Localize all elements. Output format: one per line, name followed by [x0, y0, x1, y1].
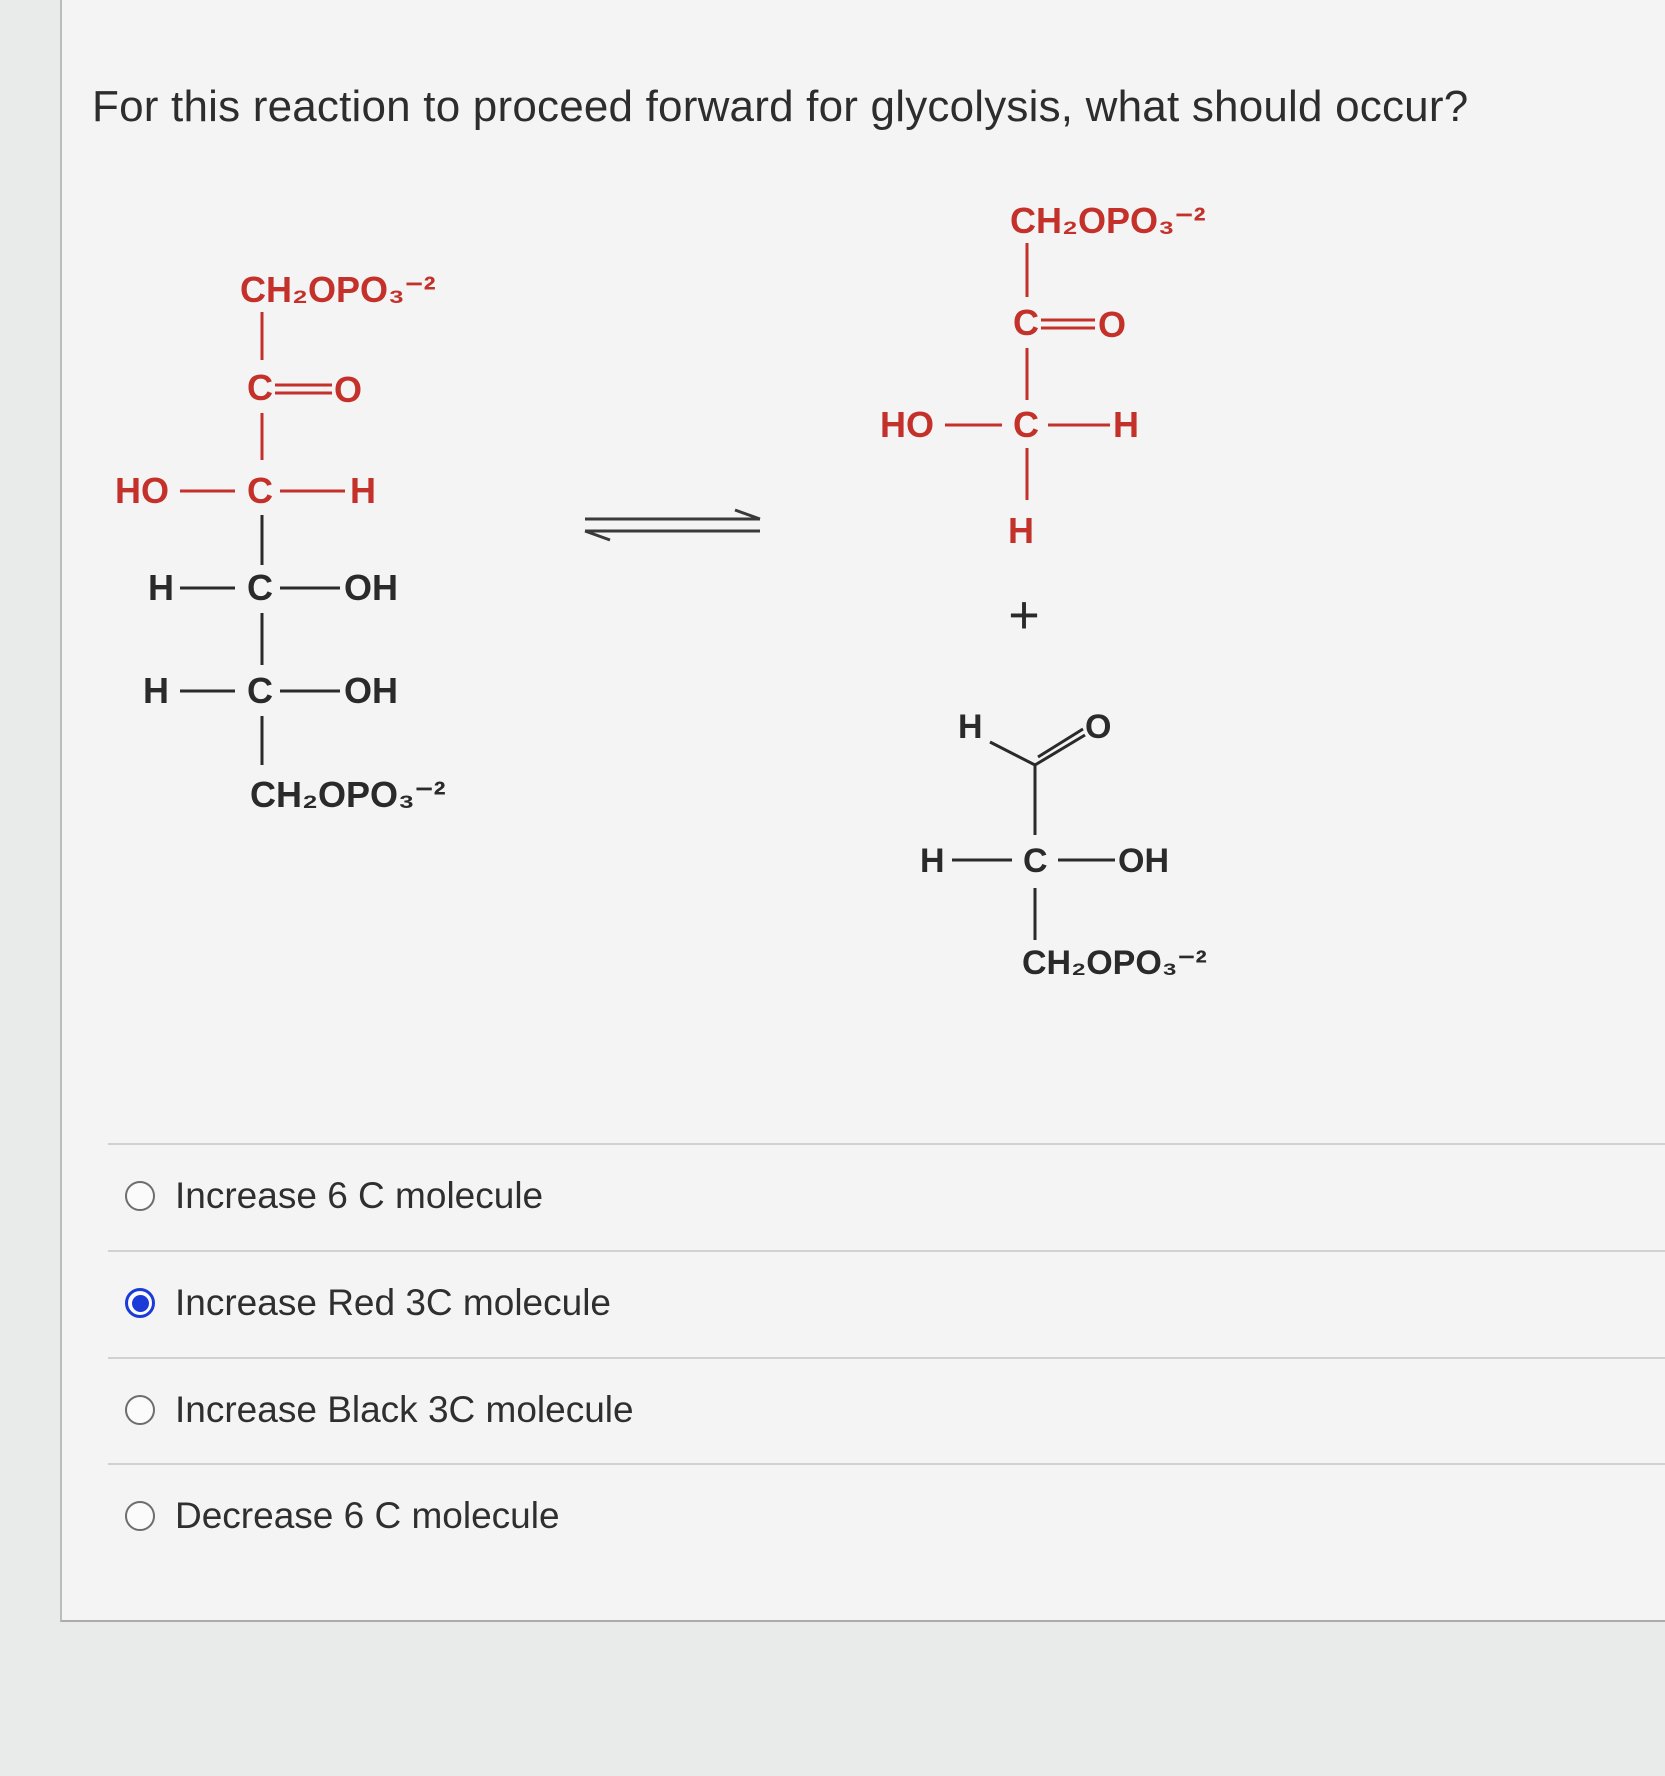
reactant-6c-molecule — [115, 269, 446, 815]
red-product-mid-c: C — [1013, 404, 1039, 445]
reactant-c4-left: H — [148, 567, 174, 608]
red-product-mid-left: HO — [880, 404, 934, 445]
plus-sign: + — [1008, 585, 1040, 645]
reactant-carbonyl-c: C — [247, 367, 273, 408]
red-product-bottom: H — [1008, 510, 1034, 551]
option-divider — [108, 1143, 1665, 1145]
product-black-3c-molecule — [920, 708, 1207, 982]
black-product-mid-right: OH — [1118, 842, 1169, 880]
reactant-bottom-group: CH₂OPO₃⁻² — [250, 774, 446, 815]
radio-button-selected[interactable] — [125, 1288, 155, 1318]
reactant-c4-c: C — [247, 567, 273, 608]
option-increase-black-3c[interactable] — [125, 1389, 634, 1431]
option-divider — [108, 1250, 1665, 1252]
reactant-c3-right: H — [350, 470, 376, 511]
red-product-carbonyl-o: O — [1098, 304, 1127, 345]
option-label: Increase Red 3C molecule — [175, 1282, 611, 1323]
option-divider — [108, 1463, 1665, 1465]
black-product-ald-h: H — [958, 708, 983, 746]
reactant-c3-c: C — [247, 470, 273, 511]
red-product-mid-right: H — [1113, 404, 1139, 445]
option-divider — [108, 1357, 1665, 1359]
option-decrease-6c[interactable] — [125, 1495, 560, 1537]
radio-button[interactable] — [125, 1181, 155, 1211]
reactant-c5-c: C — [247, 670, 273, 711]
red-product-carbonyl-c: C — [1013, 302, 1039, 343]
reactant-c5-right: OH — [344, 670, 398, 711]
red-product-top-group: CH₂OPO₃⁻² — [1010, 200, 1206, 241]
product-red-3c-molecule — [880, 200, 1206, 551]
option-label: Increase Black 3C molecule — [175, 1389, 634, 1430]
radio-button[interactable] — [125, 1501, 155, 1531]
reactant-top-group: CH₂OPO₃⁻² — [240, 269, 436, 310]
reactant-c5-left: H — [143, 670, 169, 711]
option-label: Decrease 6 C molecule — [175, 1495, 560, 1536]
reactant-c4-right: OH — [344, 567, 398, 608]
black-product-ald-o: O — [1085, 708, 1112, 746]
reactant-carbonyl-o: O — [334, 369, 363, 410]
radio-button[interactable] — [125, 1395, 155, 1425]
reactant-c3-left: HO — [115, 470, 169, 511]
question-text: For this reaction to proceed forward for glycolysis, what should occur? — [92, 82, 1469, 131]
black-product-mid-left: H — [920, 842, 945, 880]
option-label: Increase 6 C molecule — [175, 1175, 544, 1216]
equilibrium-arrow — [585, 510, 760, 540]
option-increase-red-3c[interactable] — [125, 1282, 611, 1324]
black-product-bottom-group: CH₂OPO₃⁻² — [1022, 944, 1207, 982]
option-increase-6c[interactable] — [125, 1175, 543, 1217]
black-product-mid-c: C — [1023, 842, 1048, 880]
